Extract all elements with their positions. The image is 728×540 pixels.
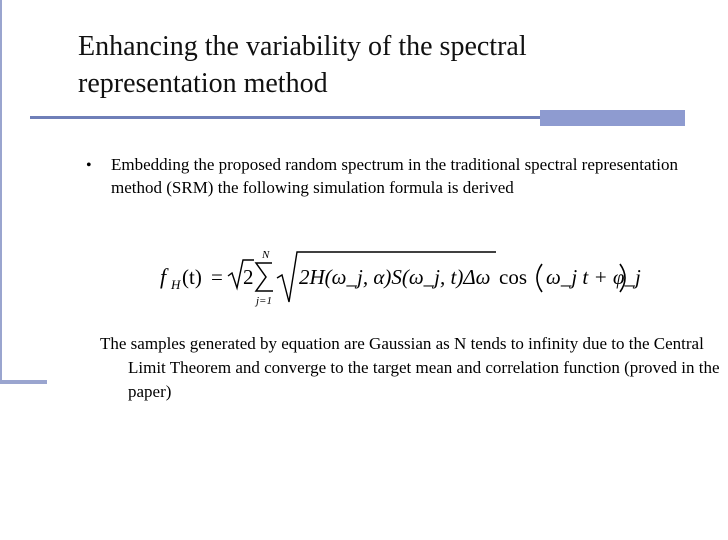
sum-top: N bbox=[262, 249, 270, 261]
left-accent-frame bbox=[0, 0, 47, 384]
sum-bottom: j=1 bbox=[256, 295, 272, 307]
formula-lhs-arg: (t) bbox=[182, 265, 202, 289]
paren-left bbox=[537, 264, 542, 292]
title-divider-block bbox=[540, 110, 685, 126]
formula-equals: = bbox=[211, 265, 223, 289]
formula-cos-arg: ω_j t + φ_j bbox=[546, 265, 641, 289]
formula-sqrt-2: 2 bbox=[243, 265, 254, 289]
body-paragraph: The samples generated by equation are Gaussian as N tends to infinity due to the Central Limit Theorem and converge to the target mean and correlation function (proved in the paper) bbox=[100, 334, 720, 401]
bullet-text: Embedding the proposed random spectrum in the traditional spectral representation method (SRM) the following simulation formula is derived bbox=[111, 155, 678, 197]
slide-title: Enhancing the variability of the spectral representation method bbox=[78, 31, 527, 99]
formula-lhs-f: f bbox=[160, 264, 167, 289]
simulation-formula bbox=[158, 249, 641, 310]
formula-radicand: 2H(ω_j, α)S(ω_j, t)Δω bbox=[299, 265, 491, 289]
formula-cos: cos bbox=[499, 265, 527, 289]
formula-lhs-sub: H bbox=[171, 277, 181, 292]
title-divider bbox=[30, 116, 540, 119]
sum-symbol bbox=[256, 263, 273, 291]
bullet-icon: • bbox=[86, 157, 92, 174]
